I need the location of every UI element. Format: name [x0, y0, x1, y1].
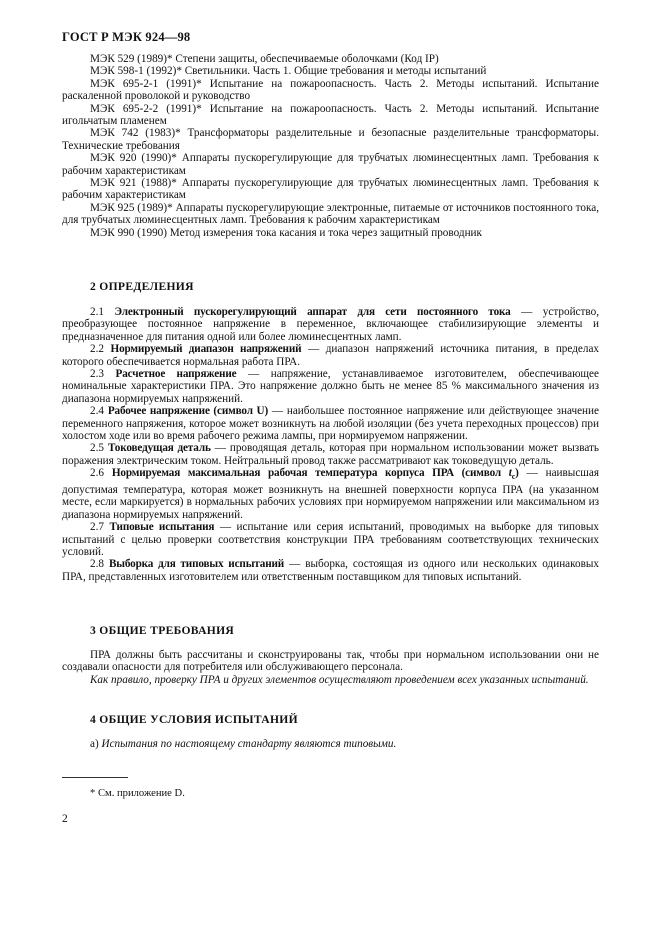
symbol-t: t	[508, 467, 512, 480]
definition-item	[62, 467, 599, 521]
definition-number: 2.5	[90, 442, 104, 455]
reference-item: МЭК 695-2-2 (1991)* Испытание на пожароопасность. Часть 2. Методы испытаний. Испытание игольчатым пламенем	[62, 102, 599, 128]
section-4-item	[62, 738, 599, 750]
reference-item: МЭК 990 (1990) Метод измерения тока касания и тока через защитный проводник	[90, 226, 482, 239]
definition-number: 2.7	[90, 521, 104, 534]
footnote: * См. приложение D.	[90, 788, 185, 799]
reference-item: МЭК 925 (1989)* Аппараты пускорегулирующие электронные, питаемые от источников постоянного тока, для трубчатых люминесцентных ламп. Требования к рабочим характеристикам	[62, 201, 599, 227]
definition-number: 2.1	[90, 306, 104, 318]
definition-term: Нормируемый диапазон напряжений	[110, 343, 302, 356]
reference-item: МЭК 529 (1989)* Степени защиты, обеспечиваемые оболочками (Код IP)	[90, 53, 439, 65]
definition-text: — диапазон напряжений источника питания, в пределах которого обеспечивается нормальная работа ПРА.	[62, 343, 600, 368]
definition-term: Электронный пускорегулирующий аппарат для сети постоянного тока	[114, 306, 511, 318]
definition-term: Выборка для типовых испытаний	[108, 558, 285, 571]
definition-term: Типовые испытания	[109, 521, 215, 534]
definition-item	[62, 521, 599, 558]
definition-term-text: Нормируемая максимальная рабочая температура корпуса ПРА (символ	[111, 467, 509, 480]
page-number: 2	[62, 813, 68, 825]
definition-item	[62, 405, 599, 442]
section-3-note: Как правило, проверку ПРА и других элементов осуществляют проведением всех указанных испытаний.	[90, 673, 589, 686]
definition-number: 2.8	[90, 558, 104, 571]
definition-number: 2.3	[90, 368, 104, 381]
definition-text: — наивысшая допустимая температура, которая может возникнуть на внешней поверхности корпуса ПРА (на указанном месте, если маркируется) в нормальных рабочих условиях при нормируемом напряжении или максимальном из диапазона нормируемых напряжений.	[62, 467, 600, 521]
reference-list	[62, 53, 599, 239]
definition-term: Расчетное напряжение	[115, 368, 237, 381]
definitions-list	[62, 306, 599, 583]
definition-number: 2.2	[90, 343, 104, 356]
section-2-heading: 2 ОПРЕДЕЛЕНИЯ	[90, 280, 194, 293]
definition-text: — устройство, преобразующее постоянное напряжение в переменное, включающее стабилизирующие элементы и предназначенное для питания одной или более люминесцентных ламп.	[62, 306, 600, 343]
definition-item	[62, 368, 599, 405]
section-3-paragraph: ПРА должны быть рассчитаны и сконструированы так, чтобы при нормальном использовании они не создавали опасности для потребителя или обслуживающего персонала.	[62, 649, 599, 674]
list-item-text: Испытания по настоящему стандарту являются типовыми.	[101, 738, 397, 750]
list-item-label: а)	[90, 738, 99, 750]
definition-number: 2.6	[90, 467, 104, 480]
definition-term: Токоведущая деталь	[107, 442, 211, 455]
document-header: ГОСТ Р МЭК 924—98	[62, 30, 191, 44]
section-3-heading: 3 ОБЩИЕ ТРЕБОВАНИЯ	[90, 624, 235, 637]
definition-item	[62, 306, 599, 343]
definition-term: Рабочее напряжение (символ U)	[107, 405, 269, 418]
reference-item: МЭК 695-2-1 (1991)* Испытание на пожароопасность. Часть 2. Методы испытаний. Испытание раскаленной проволокой и руководство	[62, 77, 599, 103]
definition-item	[62, 442, 599, 467]
section-3-body	[62, 649, 599, 686]
symbol-subscript: c	[511, 472, 516, 482]
footnote-divider	[62, 777, 128, 778]
reference-item: МЭК 920 (1990)* Аппараты пускорегулирующие для трубчатых люминесцентных ламп. Требования к рабочим характеристикам	[62, 152, 599, 177]
definition-text: — испытание или серия испытаний, проводимых на выборке для типовых испытаний с целью проверки соответствия конструкции ПРА требованиям соответствующих технических условий.	[62, 521, 599, 558]
definition-text: — выборка, состоящая из одного или нескольких одинаковых ПРА, представленных изготовителем или ответственным поставщиком для типовых испытаний.	[62, 558, 600, 583]
definition-text: — напряжение, устанавливаемое изготовителем, обеспечивающее номинальные характеристики ПРА. Это напряжение должно быть не менее 85 % максимального значения из диапазона нормируемых напряжений.	[62, 368, 599, 405]
definition-item	[62, 343, 599, 368]
definition-term-end: )	[515, 467, 519, 480]
definition-number: 2.4	[90, 405, 104, 418]
section-4-body	[62, 738, 599, 750]
reference-item: МЭК 598-1 (1992)* Светильники. Часть 1. Общие требования и методы испытаний	[90, 65, 487, 78]
section-4-heading: 4 ОБЩИЕ УСЛОВИЯ ИСПЫТАНИЙ	[90, 713, 298, 726]
definition-term	[111, 467, 519, 482]
reference-item: МЭК 921 (1988)* Аппараты пускорегулирующие для трубчатых люминесцентных ламп. Требования к рабочим характеристикам	[62, 177, 599, 202]
definition-text: — наибольшее постоянное напряжение или действующее значение переменного напряжения, которое может возникнуть на любой изоляции (без учета переходных процессов) при холостом ходе или во время рабочего режима лампы, при нормируемом напряжении.	[62, 405, 599, 443]
definition-item	[62, 558, 599, 583]
definition-text: — проводящая деталь, которая при нормальном использовании может вызвать поражения электрическим током. Нейтральный провод также рассматривают как токоведущую деталь.	[62, 442, 600, 467]
reference-item: МЭК 742 (1983)* Трансформаторы разделительные и безопасные разделительные трансформаторы. Технические требования	[62, 127, 599, 152]
